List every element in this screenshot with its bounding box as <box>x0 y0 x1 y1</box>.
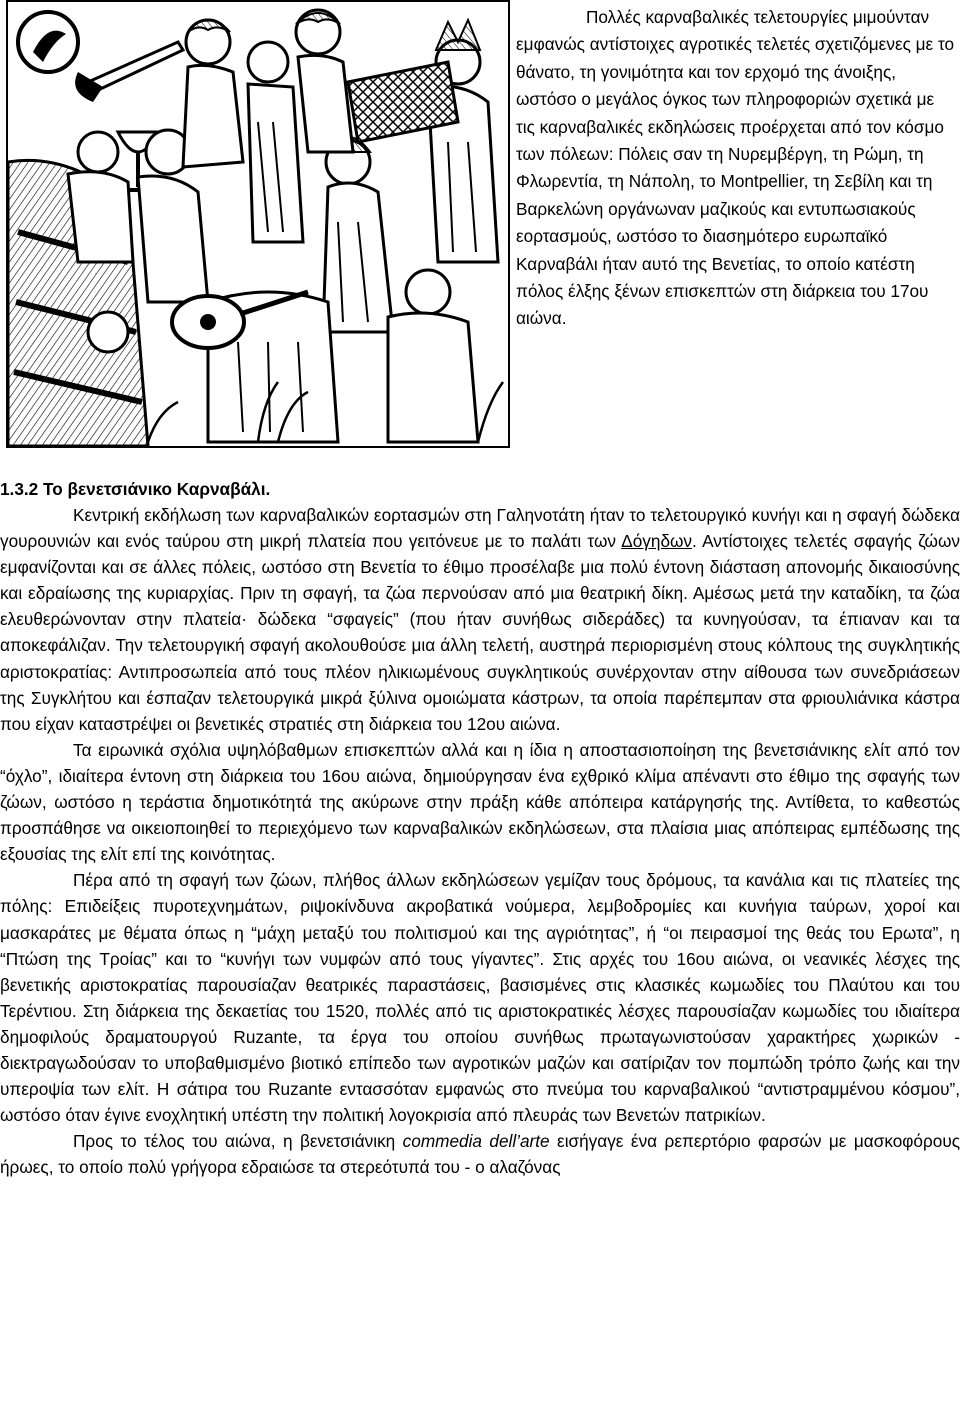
doges-word: Δόγηδων <box>621 531 693 552</box>
paragraph-1-text-b: . Αντίστοιχες τελετές σφαγής ζώων εμφανίζονται και σε άλλες πόλεις, ωστόσο στη Βενετία το έθιμο προσέλαβε μια πολύ έντονη διάσταση απονομής δικαιοσύνης και εδραίωσης της κυριαρχίας. Πριν τη σφαγή, τα ζώα περνούσαν από μια θεατρική δίκη. Αμέσως μετά την καταδίκη, τα ζώα ελευθερώνονταν στην πλατεία· δώδεκα “σφαγείς” (που ήταν συνήθως σιδεράδες) τα κυνηγούσαν, τα έπιαναν και τα αποκεφάλιζαν. Την τελετουργική σφαγή ακολουθούσε μια άλλη τελετή, αυστηρά περιορισμένη στους κόλπους της συγκλητικής αριστοκρατίας: Αντιπροσωπεία από τους πλέον ηλικιωμένους συγκλητικούς συνέρχονταν στην αίθουσα των συνεδριάσεων της Συγκλήτου και έσπαζαν τελετουργικά μικρά ξύλινα ομοιώματα κάστρων, τα οποία παρέπεμπαν στα φριουλιάνικα κάστρα που είχαν καταστρέψει οι βενετικές στρατιές στη διάρκεια του 12ου αιώνα. <box>0 531 960 734</box>
woodcut-illustration <box>6 0 510 448</box>
paragraph-3-text: Πέρα από τη σφαγή των ζώων, πλήθος άλλων εκδηλώσεων γεμίζαν τους δρόμους, τα κανάλια και τις πλατείες της πόλης: Επιδείξεις πυροτεχνημάτων, ριψοκίνδυνα ακροβατικά νούμερα, λεμβοδρομίες και κυνήγια ταύρων, χοροί και μασκαράτες με θέματα όπως η “μάχη μεταξύ του πολιτισμού και της αγριότητας”, ή “οι πειρασμοί της θεάς του Ερωτα”, η “Πτώση της Τροίας” και το “κυνήγι των νυμφών από τους γίγαντες”. Στις αρχές του 16ου αιώνα, οι νεανικές λέσχες της βενετικής αριστοκρατίας παρουσίαζαν θεατρικές παραστάσεις, βασισμένες στις κλασικές κωμωδίες του Πλαύτου και του Τερέντιου. Στη διάρκεια της δεκαετίας του 1520, πολλές από τις αριστοκρατικές λέσχες παρουσίαζαν κωμωδίες του ιδιαίτερα δημοφιλούς δραματουργού Ruzante, τα έργα του οποίου συνήθως πρωταγωνιστούσαν χαρακτήρες χωρικών - διεκτραγωδούσαν το υποβαθμισμένο βιοτικό επίπεδο των αγροτικών μαζών και σατίριζαν τον πομπώδη τρόπο ζωής και την υπεροψία των ελίτ. Η σάτιρα του Ruzante εντασσόταν εμφανώς στο πνεύμα του καρναβαλικού “αντιστραμμένου κόσμου”, ωστόσο όταν έγινε ενοχλητική υπέστη την πολιτική λογοκρισία από πλευράς των Βενετών πατρικίων. <box>0 870 960 1126</box>
paragraph-3 <box>0 867 960 1128</box>
paragraph-4-text-a: Προς το τέλος του αιώνα, η βενετσιάνικη <box>73 1131 403 1152</box>
commedia-dellarte: commedia dell’arte <box>402 1131 550 1152</box>
intro-text: Πολλές καρναβαλικές τελετουργίες μιμούνταν εμφανώς αντίστοιχες αγροτικές τελετές σχετιζόμενες με το θάνατο, τη γονιμότητα και τον ερχομό της άνοιξης, ωστόσο ο μεγάλος όγκος των πληροφοριών σχετικά με τις καρναβαλικές εκδηλώσεις προέρχεται από τον κόσμο των πόλεων: Πόλεις σαν τη Νυρεμβέργη, τη Ρώμη, τη Φλωρεντία, τη Νάπολη, το Montpellier, τη Σεβίλη και τη Βαρκελώνη οργάνωναν μαζικούς και εντυπωσιακούς εορτασμούς, ωστόσο το διασημότερο ευρωπαϊκό Καρναβάλι ήταν αυτό της Βενετίας, το οποίο κατέστη πόλος έλξης ξένων επισκεπτών στη διάρκεια του 17ου αιώνα. <box>516 7 955 329</box>
section-heading: 1.3.2 Το βενετσιάνικο Καρναβάλι. <box>0 479 271 499</box>
woodcut-drawing <box>8 2 508 446</box>
paragraph-4 <box>0 1128 960 1180</box>
paragraph-2 <box>0 737 960 867</box>
section-venetian-carnival <box>0 476 960 1180</box>
paragraph-4-text-b: εισήγαγε ένα ρεπερτόριο φαρσών με μασκοφόρους ήρωες, το οποίο πολύ γρήγορα εδραιώσε τα στερεότυπά του - ο αλαζόνας <box>0 1131 960 1178</box>
paragraph-1 <box>0 502 960 737</box>
paragraph-2-text: Τα ειρωνικά σχόλια υψηλόβαθμων επισκεπτών αλλά και η ίδια η αποστασιοποίηση της βενετσιάνικης ελίτ από τον “όχλο”, ιδιαίτερα έντονη στη διάρκεια του 16ου αιώνα, δημιούργησαν ένα εχθρικό κλίμα απέναντι στο έθιμο της σφαγής των ζώων, ωστόσο η τεράστια δημοτικότητά της ακύρωνε στην πράξη κάθε απόπειρα κατάργησής της. Αντίθετα, το καθεστώς προσπάθησε να οικειοποιηθεί το περιεχόμενο των καρναβαλικών εκδηλώσεων, στα πλαίσια μιας απόπειρας εμπέδωσης της εξουσίας της ελίτ επί της κοινότητας. <box>0 739 960 865</box>
paragraph-1-text-a: Κεντρική εκδήλωση των καρναβαλικών εορτασμών στη Γαληνοτάτη ήταν το τελετουργικό κυνήγι και η σφαγή δώδεκα γουρουνιών και ενός ταύρου στη μικρή πλατεία που γειτόνευε με το παλάτι των <box>0 505 960 552</box>
intro-paragraph <box>516 4 956 333</box>
